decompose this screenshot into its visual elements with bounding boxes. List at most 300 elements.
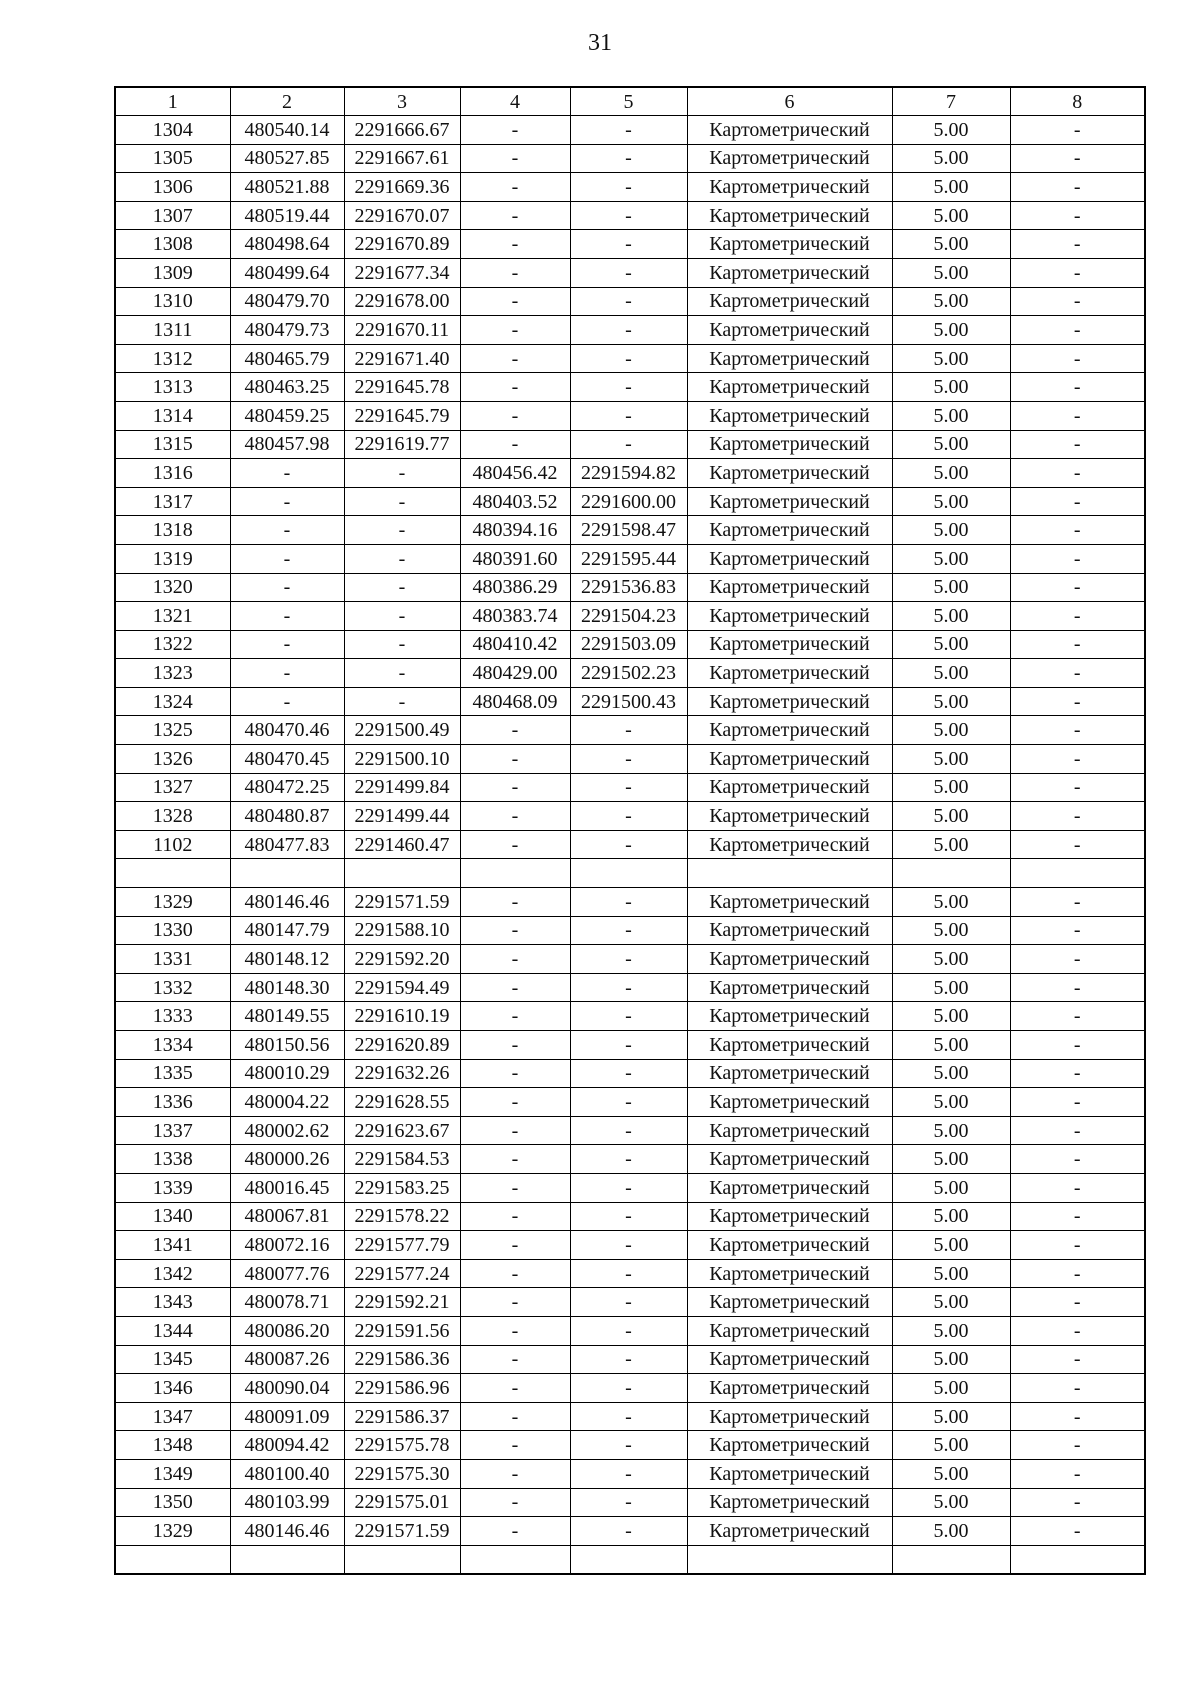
- table-cell: -: [460, 1316, 570, 1345]
- table-row: [115, 487, 1145, 516]
- table-cell: -: [460, 1288, 570, 1317]
- table-cell: -: [460, 1488, 570, 1517]
- table-cell: -: [1010, 373, 1145, 402]
- table-cell: 480147.79: [230, 916, 344, 945]
- table-cell: [892, 859, 1010, 888]
- table-cell: -: [1010, 1345, 1145, 1374]
- table-cell: 1324: [115, 687, 230, 716]
- table-cell: 1306: [115, 173, 230, 202]
- table-cell: Картометрический: [687, 1402, 892, 1431]
- table-cell: -: [460, 945, 570, 974]
- table-cell: Картометрический: [687, 144, 892, 173]
- table-cell: Картометрический: [687, 1002, 892, 1031]
- table-cell: -: [1010, 1488, 1145, 1517]
- table-cell: 2291619.77: [344, 430, 460, 459]
- table-cell: -: [460, 230, 570, 259]
- table-row: [115, 1374, 1145, 1403]
- table-cell: 5.00: [892, 1202, 1010, 1231]
- table-cell: -: [1010, 802, 1145, 831]
- table-cell: -: [344, 487, 460, 516]
- table-cell: 5.00: [892, 602, 1010, 631]
- table-cell: -: [1010, 716, 1145, 745]
- table-cell: 480519.44: [230, 201, 344, 230]
- table-cell: 5.00: [892, 1173, 1010, 1202]
- table-cell: 1335: [115, 1059, 230, 1088]
- table-cell: -: [460, 344, 570, 373]
- table-cell: -: [1010, 1145, 1145, 1174]
- table-cell: Картометрический: [687, 1259, 892, 1288]
- table-cell: 2291460.47: [344, 830, 460, 859]
- table-row: [115, 1545, 1145, 1574]
- table-row: [115, 1488, 1145, 1517]
- table-cell: 1346: [115, 1374, 230, 1403]
- table-cell: 480000.26: [230, 1145, 344, 1174]
- table-cell: -: [570, 916, 687, 945]
- table-cell: Картометрический: [687, 430, 892, 459]
- table-cell: 480527.85: [230, 144, 344, 173]
- table-cell: -: [570, 1059, 687, 1088]
- table-cell: 480391.60: [460, 544, 570, 573]
- table-cell: 2291504.23: [570, 602, 687, 631]
- table-cell: Картометрический: [687, 1459, 892, 1488]
- table-cell: 480010.29: [230, 1059, 344, 1088]
- table-cell: 2291592.20: [344, 945, 460, 974]
- table-cell: -: [570, 888, 687, 917]
- table-cell: 1337: [115, 1116, 230, 1145]
- table-cell: [230, 859, 344, 888]
- table-cell: -: [1010, 201, 1145, 230]
- table-cell: -: [460, 773, 570, 802]
- table-cell: -: [1010, 144, 1145, 173]
- table-cell: 5.00: [892, 1088, 1010, 1117]
- table-cell: -: [570, 287, 687, 316]
- table-cell: 2291632.26: [344, 1059, 460, 1088]
- table-row: [115, 1345, 1145, 1374]
- table-cell: Картометрический: [687, 1059, 892, 1088]
- table-cell: -: [1010, 1259, 1145, 1288]
- table-cell: -: [570, 316, 687, 345]
- table-row: [115, 1517, 1145, 1546]
- table-cell: 5.00: [892, 716, 1010, 745]
- table-cell: -: [570, 1145, 687, 1174]
- table-cell: 1328: [115, 802, 230, 831]
- table-cell: 5.00: [892, 745, 1010, 774]
- table-cell: Картометрический: [687, 1202, 892, 1231]
- table-cell: 2291500.49: [344, 716, 460, 745]
- table-cell: -: [344, 687, 460, 716]
- table-cell: -: [230, 659, 344, 688]
- table-cell: 1329: [115, 888, 230, 917]
- table-cell: 1310: [115, 287, 230, 316]
- table-cell: 480470.45: [230, 745, 344, 774]
- table-cell: -: [1010, 1459, 1145, 1488]
- table-row: [115, 716, 1145, 745]
- table-cell: 5.00: [892, 258, 1010, 287]
- table-cell: Картометрический: [687, 945, 892, 974]
- table-cell: -: [570, 1231, 687, 1260]
- table-cell: 5.00: [892, 544, 1010, 573]
- table-cell: 1348: [115, 1431, 230, 1460]
- table-cell: 2291677.34: [344, 258, 460, 287]
- table-cell: 1330: [115, 916, 230, 945]
- table-cell: -: [460, 201, 570, 230]
- table-row: [115, 888, 1145, 917]
- column-header: 8: [1010, 87, 1145, 116]
- table-cell: 1309: [115, 258, 230, 287]
- table-cell: Картометрический: [687, 258, 892, 287]
- table-cell: 480540.14: [230, 116, 344, 145]
- table-cell: -: [460, 716, 570, 745]
- table-cell: 2291670.07: [344, 201, 460, 230]
- table-cell: 480103.99: [230, 1488, 344, 1517]
- table-cell: 1338: [115, 1145, 230, 1174]
- table-cell: 480477.83: [230, 830, 344, 859]
- table-cell: 2291500.43: [570, 687, 687, 716]
- table-cell: Картометрический: [687, 401, 892, 430]
- table-cell: 480148.12: [230, 945, 344, 974]
- table-cell: -: [570, 173, 687, 202]
- table-cell: -: [570, 802, 687, 831]
- table-cell: 2291578.22: [344, 1202, 460, 1231]
- table-cell: [115, 1545, 230, 1574]
- table-cell: 5.00: [892, 573, 1010, 602]
- table-cell: -: [460, 287, 570, 316]
- table-cell: -: [1010, 1316, 1145, 1345]
- table-row: [115, 116, 1145, 145]
- table-cell: 2291623.67: [344, 1116, 460, 1145]
- table-cell: 5.00: [892, 973, 1010, 1002]
- table-cell: -: [460, 1173, 570, 1202]
- table-cell: [687, 1545, 892, 1574]
- table-cell: -: [570, 1374, 687, 1403]
- table-cell: -: [230, 487, 344, 516]
- table-cell: -: [460, 1459, 570, 1488]
- table-cell: 480480.87: [230, 802, 344, 831]
- table-cell: -: [460, 1002, 570, 1031]
- table-row: [115, 802, 1145, 831]
- table-cell: 1321: [115, 602, 230, 631]
- table-cell: Картометрический: [687, 973, 892, 1002]
- table-cell: -: [1010, 1374, 1145, 1403]
- table-cell: 480479.73: [230, 316, 344, 345]
- table-row: [115, 830, 1145, 859]
- table-cell: [570, 1545, 687, 1574]
- table-cell: 2291575.78: [344, 1431, 460, 1460]
- table-cell: -: [1010, 745, 1145, 774]
- table-cell: -: [570, 1316, 687, 1345]
- table-cell: 2291586.36: [344, 1345, 460, 1374]
- table-cell: -: [460, 830, 570, 859]
- table-cell: Картометрический: [687, 687, 892, 716]
- table-cell: 480386.29: [460, 573, 570, 602]
- table-cell: Картометрический: [687, 1145, 892, 1174]
- column-header: 3: [344, 87, 460, 116]
- table-row: [115, 859, 1145, 888]
- table-cell: 2291584.53: [344, 1145, 460, 1174]
- table-row: [115, 1402, 1145, 1431]
- table-row: [115, 201, 1145, 230]
- table-row: [115, 630, 1145, 659]
- table-cell: -: [570, 201, 687, 230]
- table-cell: 480090.04: [230, 1374, 344, 1403]
- table-cell: Картометрический: [687, 1517, 892, 1546]
- table-row: [115, 1173, 1145, 1202]
- table-cell: 2291575.01: [344, 1488, 460, 1517]
- table-cell: -: [460, 1231, 570, 1260]
- table-cell: 1319: [115, 544, 230, 573]
- table-cell: 2291583.25: [344, 1173, 460, 1202]
- table-cell: -: [1010, 830, 1145, 859]
- table-cell: -: [460, 1116, 570, 1145]
- table-cell: 1342: [115, 1259, 230, 1288]
- table-cell: 5.00: [892, 1116, 1010, 1145]
- table-cell: 5.00: [892, 1431, 1010, 1460]
- table-cell: 1307: [115, 201, 230, 230]
- table-cell: 2291577.79: [344, 1231, 460, 1260]
- table-cell: 2291666.67: [344, 116, 460, 145]
- table-row: [115, 173, 1145, 202]
- table-row: [115, 916, 1145, 945]
- table-cell: [1010, 1545, 1145, 1574]
- table-cell: 5.00: [892, 287, 1010, 316]
- table-cell: -: [570, 1345, 687, 1374]
- table-cell: 5.00: [892, 830, 1010, 859]
- table-cell: Картометрический: [687, 802, 892, 831]
- table-cell: -: [1010, 1116, 1145, 1145]
- table-cell: 5.00: [892, 802, 1010, 831]
- table-cell: 5.00: [892, 687, 1010, 716]
- table-cell: 2291502.23: [570, 659, 687, 688]
- table-cell: 2291571.59: [344, 888, 460, 917]
- table-cell: -: [1010, 973, 1145, 1002]
- table-cell: 5.00: [892, 1002, 1010, 1031]
- table-cell: 480016.45: [230, 1173, 344, 1202]
- table-cell: 480470.46: [230, 716, 344, 745]
- table-cell: -: [1010, 1088, 1145, 1117]
- table-cell: 5.00: [892, 773, 1010, 802]
- table-cell: -: [460, 1517, 570, 1546]
- table-cell: -: [460, 430, 570, 459]
- table-cell: -: [570, 116, 687, 145]
- table-cell: -: [1010, 430, 1145, 459]
- table-cell: 1327: [115, 773, 230, 802]
- table-cell: -: [460, 173, 570, 202]
- table-cell: -: [460, 401, 570, 430]
- table-cell: 2291594.82: [570, 459, 687, 488]
- table-cell: -: [570, 344, 687, 373]
- table-cell: 5.00: [892, 916, 1010, 945]
- table-cell: -: [460, 1145, 570, 1174]
- table-cell: 480100.40: [230, 1459, 344, 1488]
- table-cell: 1343: [115, 1288, 230, 1317]
- table-cell: -: [570, 230, 687, 259]
- table-cell: -: [1010, 230, 1145, 259]
- table-cell: -: [460, 1374, 570, 1403]
- column-header: 5: [570, 87, 687, 116]
- table-cell: -: [460, 373, 570, 402]
- table-cell: 1350: [115, 1488, 230, 1517]
- table-cell: Картометрический: [687, 487, 892, 516]
- table-cell: 2291577.24: [344, 1259, 460, 1288]
- table-row: [115, 230, 1145, 259]
- table-cell: 480521.88: [230, 173, 344, 202]
- table-cell: 480456.42: [460, 459, 570, 488]
- table-cell: 5.00: [892, 316, 1010, 345]
- table-cell: -: [230, 630, 344, 659]
- table-cell: 2291670.11: [344, 316, 460, 345]
- table-cell: 480150.56: [230, 1031, 344, 1060]
- table-cell: -: [570, 1459, 687, 1488]
- table-cell: 1320: [115, 573, 230, 602]
- table-cell: 480468.09: [460, 687, 570, 716]
- table-row: [115, 459, 1145, 488]
- table-cell: Картометрический: [687, 287, 892, 316]
- table-cell: Картометрический: [687, 230, 892, 259]
- table-cell: Картометрический: [687, 659, 892, 688]
- table-cell: -: [1010, 1059, 1145, 1088]
- table-cell: Картометрический: [687, 1345, 892, 1374]
- table-row: [115, 1059, 1145, 1088]
- table-cell: 2291670.89: [344, 230, 460, 259]
- table-cell: 2291610.19: [344, 1002, 460, 1031]
- table-cell: -: [344, 544, 460, 573]
- table-cell: -: [1010, 487, 1145, 516]
- table-cell: Картометрический: [687, 1231, 892, 1260]
- table-cell: -: [344, 516, 460, 545]
- table-row: [115, 1031, 1145, 1060]
- table-cell: -: [570, 258, 687, 287]
- table-row: [115, 1145, 1145, 1174]
- table-cell: 2291586.96: [344, 1374, 460, 1403]
- table-cell: 5.00: [892, 1031, 1010, 1060]
- table-cell: -: [570, 1431, 687, 1460]
- table-cell: 1331: [115, 945, 230, 974]
- table-cell: 480094.42: [230, 1431, 344, 1460]
- table-cell: 1317: [115, 487, 230, 516]
- table-cell: 5.00: [892, 659, 1010, 688]
- table-cell: 480087.26: [230, 1345, 344, 1374]
- table-cell: 2291678.00: [344, 287, 460, 316]
- table-cell: 5.00: [892, 116, 1010, 145]
- table-cell: -: [460, 1202, 570, 1231]
- table-cell: -: [570, 1288, 687, 1317]
- table-cell: 2291595.44: [570, 544, 687, 573]
- table-cell: -: [344, 459, 460, 488]
- table-cell: 5.00: [892, 401, 1010, 430]
- table-cell: 480067.81: [230, 1202, 344, 1231]
- coordinates-table: [114, 86, 1146, 1575]
- table-cell: -: [570, 1488, 687, 1517]
- table-row: [115, 258, 1145, 287]
- table-cell: -: [1010, 573, 1145, 602]
- table-cell: -: [344, 659, 460, 688]
- table-row: [115, 373, 1145, 402]
- table-cell: 1347: [115, 1402, 230, 1431]
- table-cell: 1318: [115, 516, 230, 545]
- table-cell: 480072.16: [230, 1231, 344, 1260]
- table-cell: -: [1010, 630, 1145, 659]
- table-cell: [1010, 859, 1145, 888]
- table-cell: 2291499.44: [344, 802, 460, 831]
- table-cell: 5.00: [892, 888, 1010, 917]
- table-cell: -: [460, 888, 570, 917]
- table-cell: 2291669.36: [344, 173, 460, 202]
- table-cell: -: [570, 1173, 687, 1202]
- table-cell: 5.00: [892, 430, 1010, 459]
- table-cell: -: [230, 459, 344, 488]
- table-cell: 1305: [115, 144, 230, 173]
- table-cell: 5.00: [892, 1059, 1010, 1088]
- table-cell: -: [1010, 1517, 1145, 1546]
- table-cell: 480429.00: [460, 659, 570, 688]
- table-cell: 480465.79: [230, 344, 344, 373]
- table-cell: -: [460, 745, 570, 774]
- table-cell: -: [344, 602, 460, 631]
- table-cell: 2291592.21: [344, 1288, 460, 1317]
- table-cell: -: [1010, 173, 1145, 202]
- table-cell: 1340: [115, 1202, 230, 1231]
- table-row: [115, 430, 1145, 459]
- table-cell: Картометрический: [687, 173, 892, 202]
- table-cell: 1325: [115, 716, 230, 745]
- table-cell: Картометрический: [687, 516, 892, 545]
- table-row: [115, 1002, 1145, 1031]
- table-cell: Картометрический: [687, 716, 892, 745]
- table-cell: 480499.64: [230, 258, 344, 287]
- table-cell: 5.00: [892, 1145, 1010, 1174]
- table-cell: Картометрический: [687, 602, 892, 631]
- table-cell: [570, 859, 687, 888]
- table-cell: 2291600.00: [570, 487, 687, 516]
- table-cell: 2291620.89: [344, 1031, 460, 1060]
- table-cell: -: [1010, 516, 1145, 545]
- table-cell: -: [460, 916, 570, 945]
- table-cell: -: [460, 1345, 570, 1374]
- table-cell: [230, 1545, 344, 1574]
- table-cell: 2291667.61: [344, 144, 460, 173]
- table-cell: 1341: [115, 1231, 230, 1260]
- table-cell: Картометрический: [687, 459, 892, 488]
- column-header: 1: [115, 87, 230, 116]
- table-row: [115, 573, 1145, 602]
- table-cell: -: [230, 544, 344, 573]
- table-cell: 5.00: [892, 516, 1010, 545]
- table-cell: 1323: [115, 659, 230, 688]
- table-cell: Картометрический: [687, 1116, 892, 1145]
- table-row: [115, 1259, 1145, 1288]
- table-cell: 1315: [115, 430, 230, 459]
- table-cell: -: [570, 773, 687, 802]
- table-cell: 480078.71: [230, 1288, 344, 1317]
- table-cell: Картометрический: [687, 1374, 892, 1403]
- table-cell: Картометрический: [687, 201, 892, 230]
- column-header: 6: [687, 87, 892, 116]
- table-cell: 5.00: [892, 1288, 1010, 1317]
- table-cell: 1334: [115, 1031, 230, 1060]
- table-cell: -: [460, 144, 570, 173]
- table-row: [115, 516, 1145, 545]
- table-cell: -: [1010, 1431, 1145, 1460]
- table-cell: -: [1010, 116, 1145, 145]
- table-cell: 2291536.83: [570, 573, 687, 602]
- table-cell: 2291671.40: [344, 344, 460, 373]
- table-cell: -: [570, 1259, 687, 1288]
- table-cell: 2291628.55: [344, 1088, 460, 1117]
- table-cell: 5.00: [892, 1459, 1010, 1488]
- table-cell: -: [570, 1116, 687, 1145]
- table-cell: 1304: [115, 116, 230, 145]
- table-cell: -: [1010, 1288, 1145, 1317]
